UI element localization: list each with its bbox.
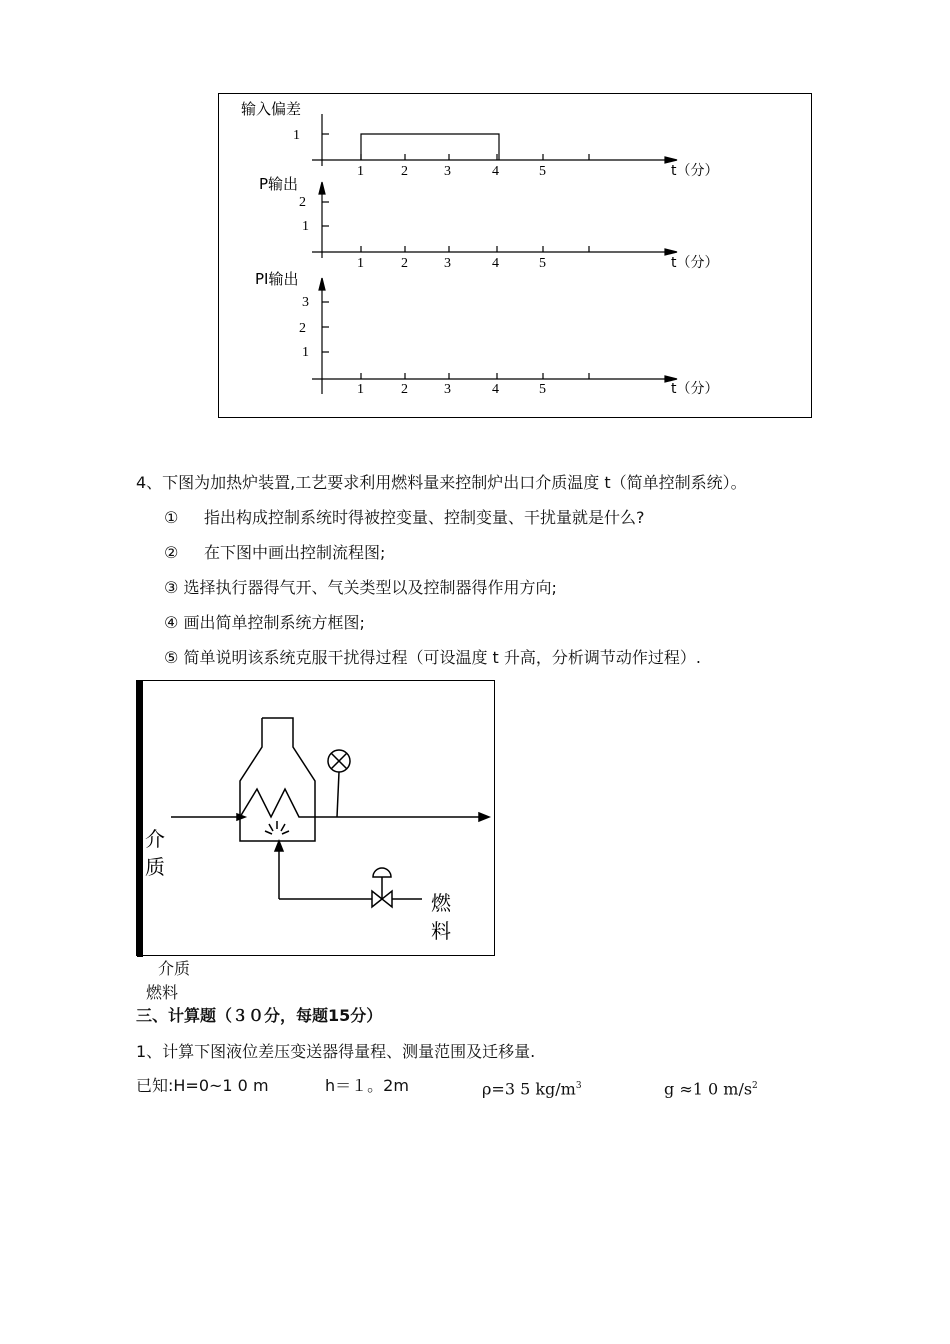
panel2-ytick: 1 xyxy=(302,219,309,234)
furnace-figure-frame xyxy=(136,680,495,956)
panel2-xtick: 5 xyxy=(539,256,546,271)
panel1-xtick: 1 xyxy=(357,164,364,179)
panel1-label: 输入偏差 xyxy=(241,100,302,118)
item-text: 简单说明该系统克服干扰得过程（可设温度 t 升高，分析调节动作过程）. xyxy=(183,648,701,667)
panel3-xtick: 5 xyxy=(539,382,546,397)
item-text: 指出构成控制系统时得被控变量、控制变量、干扰量就是什么? xyxy=(204,508,645,527)
question4-item xyxy=(164,612,365,634)
medium-label: 介 xyxy=(145,827,165,851)
panel2-label: P输出 xyxy=(259,175,299,193)
panel3-ytick: 2 xyxy=(299,321,306,336)
panel1-xtick: 5 xyxy=(539,164,546,179)
signal-figure xyxy=(219,94,813,419)
heating-coil xyxy=(240,789,315,817)
panel1-xtick: 3 xyxy=(444,164,451,179)
panel1-ytick: 1 xyxy=(293,128,300,143)
question4-intro: 4、下图为加热炉装置,工艺要求利用燃料量来控制炉出口介质温度 t（简单控制系统）。 xyxy=(136,473,747,492)
valve-actuator xyxy=(373,868,391,877)
panel1-xtick: 2 xyxy=(401,164,408,179)
panel1-t-label: t（分） xyxy=(671,163,719,179)
question4-item xyxy=(164,507,645,529)
below-figure-fuel: 燃料 xyxy=(146,983,179,1002)
below-figure-medium: 介质 xyxy=(158,959,191,978)
panel1-xtick: 4 xyxy=(492,164,499,179)
question4-item xyxy=(164,577,557,599)
panel3-t-label: t（分） xyxy=(671,381,719,397)
left-thick-border xyxy=(137,681,143,957)
item-text: 在下图中画出控制流程图; xyxy=(204,543,386,562)
given-prefix: 已知:H=0~1 0 m xyxy=(136,1076,269,1095)
outlet-arrow xyxy=(479,813,489,821)
panel3-label: PI输出 xyxy=(255,270,299,288)
item-text: 选择执行器得气开、气关类型以及控制器得作用方向; xyxy=(183,578,557,597)
section3-heading: 三、计算题（３０分，每题15分） xyxy=(136,1006,383,1025)
fuel-label: 料 xyxy=(431,919,451,943)
panel2-xtick: 2 xyxy=(401,256,408,271)
given-g-sup: 2 xyxy=(752,1081,758,1091)
panel3-ytick: 1 xyxy=(302,345,309,360)
item-number: ⑤ xyxy=(164,648,179,667)
item-number: ② xyxy=(164,543,179,562)
given-rho xyxy=(482,1075,582,1100)
given-g-text: g ≈1 0 m/s xyxy=(664,1079,753,1099)
panel3-ytick: 3 xyxy=(302,295,309,310)
panel2-xtick: 1 xyxy=(357,256,364,271)
panel3-xtick: 1 xyxy=(357,382,364,397)
fuel-arrow xyxy=(275,841,283,851)
signal-figure-frame xyxy=(218,93,812,418)
medium-label: 质 xyxy=(145,855,165,879)
panel2-t-label: t（分） xyxy=(671,255,719,271)
furnace-figure xyxy=(137,681,496,957)
panel2-xtick: 4 xyxy=(492,256,499,271)
item-text: 画出简单控制系统方框图; xyxy=(183,613,365,632)
panel3-xtick: 2 xyxy=(401,382,408,397)
question4-item xyxy=(164,542,385,564)
item-number: ③ xyxy=(164,578,179,597)
given-g xyxy=(664,1075,758,1100)
panel2-ytick: 2 xyxy=(299,195,306,210)
question4-item xyxy=(164,647,701,669)
panel2-xtick: 3 xyxy=(444,256,451,271)
item-number: ① xyxy=(164,508,179,527)
given-line xyxy=(136,1075,856,1097)
given-rho-sup: 3 xyxy=(575,1081,582,1091)
panel3-xtick: 4 xyxy=(492,382,499,397)
given-rho-text: ρ=3 5 kg/m xyxy=(482,1079,576,1099)
fuel-label: 燃 xyxy=(431,891,451,915)
input-pulse xyxy=(361,134,499,160)
panel3-xtick: 3 xyxy=(444,382,451,397)
section3-q1: 1、计算下图液位差压变送器得量程、测量范围及迁移量. xyxy=(136,1042,536,1061)
given-h: h＝１。2m xyxy=(325,1076,409,1095)
item-number: ④ xyxy=(164,613,179,632)
